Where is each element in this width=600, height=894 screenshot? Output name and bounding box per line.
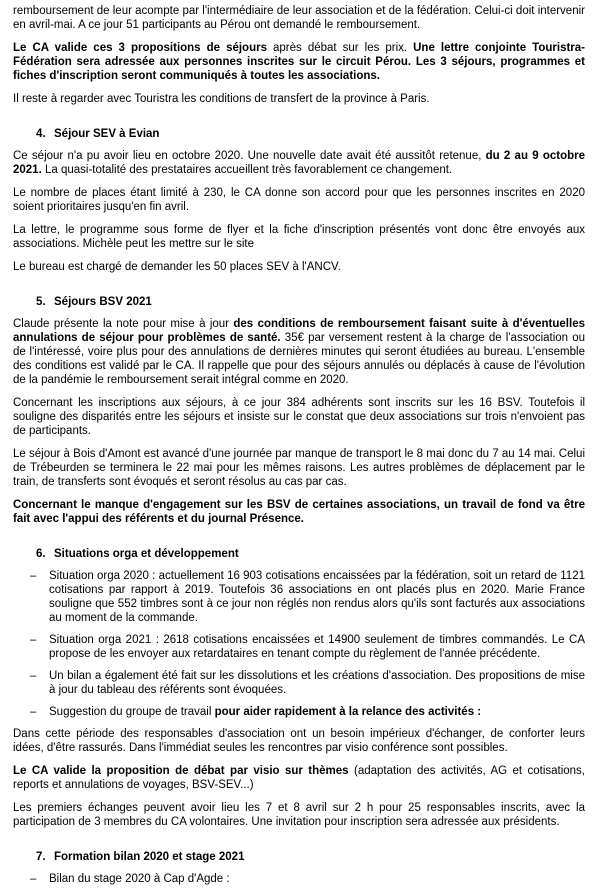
list-item (13, 633, 585, 661)
bold-text: Concernant le manque d'engagement sur les BSV de certaines associations, un travail de fond va être fait avec l'appui des référents et du journal Présence. (13, 499, 585, 525)
s6-paragraph-1: Dans cette période des responsables d'association ont un besoin impérieux d'échanger, de conforter leurs idées, d'être rassurés. Dans l'immédiat seules les rencontres par visio conférence sont possibles. (13, 728, 585, 754)
s5-paragraph-2: Concernant les inscriptions aux séjours, à ce jour 384 adhérents sont inscrits sur les 16 BSV. Toutefois il souligne des disparités entre les séjours et insiste sur le constat que deux associations sur trois n'envoient pas de participants. (13, 397, 585, 437)
section-number: 6. (36, 548, 46, 560)
list-dash: – (30, 634, 37, 646)
bold-text: du 2 au 9 octobre 2021. (13, 150, 585, 176)
section-number: 4. (36, 128, 46, 140)
list-item (13, 569, 585, 625)
list-item-text: Un bilan a également été fait sur les dissolutions et les créations d'association. Des propositions de mise à jour du tableau des référents sont évoquées. (49, 670, 585, 696)
list-dash: – (30, 670, 37, 682)
section-heading-6 (13, 547, 585, 561)
section-number: 7. (36, 851, 46, 863)
intro-paragraph-transfer: Il reste à regarder avec Touristra les conditions de transfert de la province à Paris. (13, 93, 430, 105)
list-item-text: Bilan du stage 2020 à Cap d'Agde : (49, 873, 230, 885)
section-title: Formation bilan 2020 et stage 2021 (54, 851, 245, 863)
s6-paragraph-2 (13, 764, 585, 792)
text: après débat sur les prix. (266, 42, 414, 54)
text: La quasi-totalité des prestataires accueillent très favorablement ce changement. (41, 164, 453, 176)
list-item-text: Situation orga 2021 : 2618 cotisations encaissées et 14900 seulement de timbres commandés. Le CA propose de les envoyer aux retardataires en tenant compte du règlement de l'année précédente. (49, 634, 585, 660)
s4-paragraph-2: Le nombre de places étant limité à 230, le CA donne son accord pour que les personnes inscrites en 2020 soient prioritaires jusqu'en fin avril. (13, 187, 585, 213)
bold-text: Le CA valide la proposition de débat par visio sur thèmes (13, 765, 349, 777)
text: 35€ par versement restent à la charge de l'association ou de l'intéressé, voire plus pour des annulations de dernières minutes qui seront étudiées au bureau. L'ensemble des conditions est validé par le CA. Il rappelle que pour des séjours annulés ou déplacés à cause de l'évolution de la pandémie le remboursement serait intégral comme en 2020. (13, 332, 586, 386)
section-title: Séjour SEV à Evian (54, 128, 160, 140)
intro-paragraph-ca-decision (13, 41, 585, 83)
bold-text: Le CA valide ces 3 propositions de séjours (13, 42, 267, 54)
intro-paragraph-refund: remboursement de leur acompte par l'intermédiaire de leur association et de la fédération. Celui-ci doit intervenir en avril-mai. A ce jour 51 participants au Pérou ont demandé le remboursement. (13, 5, 585, 31)
list-item-text: Situation orga 2020 : actuellement 16 903 cotisations encaissées par la fédération, soit un retard de 1121 cotisations par rapport à 2019. Toutefois 36 associations en ont placés plus en 2020. Marie France souligne que 552 timbres sont à ce jour non réglés non rendus alors qu'ils sont facturés aux associations au moment de la commande. (49, 570, 585, 624)
list-item (13, 872, 585, 886)
s4-paragraph-3: La lettre, le programme sous forme de flyer et la fiche d'inscription présentés vont donc être envoyés aux associations. Michèle peut les mettre sur le site (13, 224, 585, 250)
section-heading-7 (13, 850, 585, 864)
section-title: Séjours BSV 2021 (54, 296, 152, 308)
text: (adaptation des activités, AG et cotisations, reports et annulations de voyages, BSV-SEV...) (13, 765, 586, 791)
list-dash: – (30, 570, 37, 582)
section-number: 5. (36, 296, 46, 308)
s5-paragraph-3: Le séjour à Bois d'Amont est avancé d'une journée par manque de transport le 8 mai donc du 7 au 14 mai. Celui de Trébeurden se terminera le 22 mai pour les mêmes raisons. Les autres problèmes de déplacement par le train, de transferts sont évoqués et seront résolus au cas par cas. (13, 448, 585, 488)
section-heading-5 (13, 295, 585, 309)
s5-paragraph-4 (13, 498, 585, 526)
list-dash: – (30, 873, 37, 885)
list-item (13, 705, 585, 719)
document-page (13, 4, 585, 894)
s4-paragraph-1 (13, 149, 585, 177)
bold-text: pour aider rapidement à la relance des activités : (214, 706, 482, 718)
list-dash: – (30, 706, 37, 718)
s6-paragraph-3: Les premiers échanges peuvent avoir lieu les 7 et 8 avril sur 2 h pour 25 responsables inscrits, avec la participation de 3 membres du CA volontaires. Une invitation pour inscription sera adressée aux présidents. (13, 802, 585, 828)
s5-paragraph-1 (13, 317, 585, 387)
text: Claude présente la note pour mise à jour (13, 318, 234, 330)
section-title: Situations orga et développement (54, 548, 239, 560)
list-item-text: Suggestion du groupe de travail (49, 706, 215, 718)
bold-text: des conditions de remboursement faisant suite à d'éventuelles annulations de séjour pour problèmes de santé. (13, 318, 585, 344)
section-heading-4 (13, 127, 585, 141)
text: Ce séjour n'a pu avoir lieu en octobre 2020. Une nouvelle date avait été aussitôt retenue, (13, 150, 486, 162)
s7-list (13, 872, 585, 886)
s4-paragraph-4: Le bureau est chargé de demander les 50 places SEV à l'ANCV. (13, 261, 341, 273)
bold-text: Une lettre conjointe Touristra-Fédération sera adressée aux personnes inscrites sur le circuit Pérou. Les 3 séjours, programmes et fiches d'inscription seront communiqués à toutes les associations. (13, 42, 585, 82)
s6-list (13, 569, 585, 719)
list-item (13, 669, 585, 697)
